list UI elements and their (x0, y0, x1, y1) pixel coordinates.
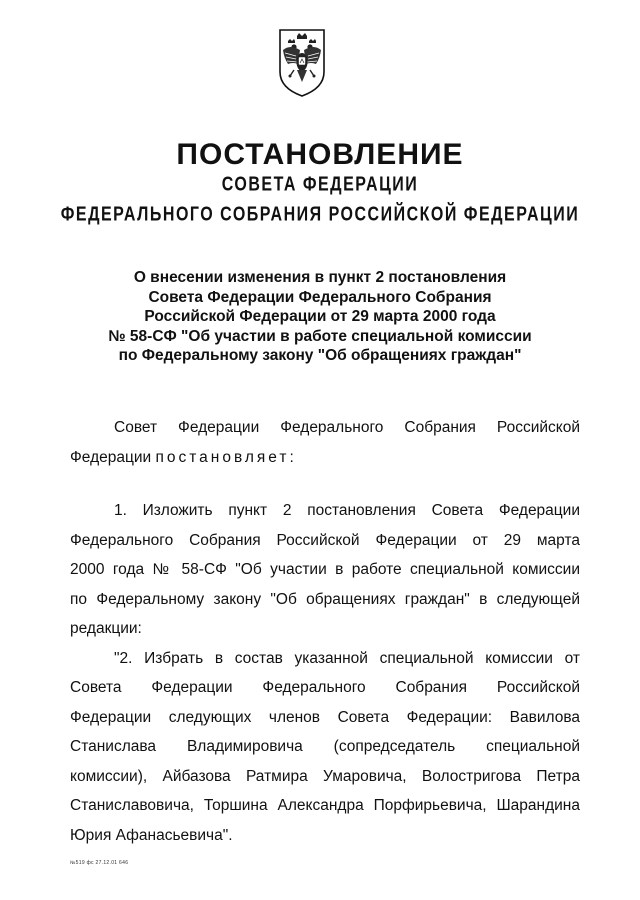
heading-line: Российской Федерации от 29 марта 2000 года (144, 308, 496, 325)
issuer-line-1: СОВЕТА ФЕДЕРАЦИИ (221, 174, 419, 196)
document-heading (0, 268, 640, 366)
preamble-subject: Федерации (70, 448, 152, 466)
heading-line: О внесении изменения в пункт 2 постановления (133, 269, 507, 286)
item2-line: "2. Избрать в состав указанной специальной комиссии от (114, 649, 580, 667)
heading-line: по Федеральному закону "Об обращениях граждан" (118, 347, 522, 364)
russian-coat-of-arms-icon (278, 28, 326, 98)
item2-line: Совета Федерации Федерального Собрания Российской (70, 679, 580, 696)
heading-line: Совета Федерации Федерального Собрания (148, 288, 492, 306)
item2-line: Юрия Афанасьевича". (70, 826, 233, 844)
document-body (70, 413, 580, 850)
item1-line: редакции: (70, 620, 142, 637)
heading-line: № 58-СФ "Об участии в работе специальной комиссии (108, 327, 532, 345)
item2-line: Станиславовича, Торшина Александра Порфирьевича, Шарандина (70, 797, 580, 814)
preamble-line: Совет Федерации Федерального Собрания Российской (114, 419, 580, 436)
item2-line: Федерации следующих членов Совета Федерации: Вавилова (70, 708, 580, 726)
item1-line: по Федеральному закону "Об обращениях граждан" в следующей (70, 590, 580, 608)
preamble-line (70, 443, 580, 473)
document-title: ПОСТАНОВЛЕНИЕ (176, 138, 464, 171)
item1-line: 2000 года № 58-СФ "Об участии в работе специальной комиссии (70, 561, 580, 578)
item2-line: комиссии), Айбазова Ратмира Умаровича, Волостригова Петра (70, 767, 580, 785)
preamble-verb: постановляет: (155, 448, 297, 466)
item2-line: Станислава Владимировича (сопредседатель специальной (70, 738, 580, 755)
document-code: №519 фс 27.12.01 646 (70, 860, 129, 866)
item1-line: 1. Изложить пункт 2 постановления Совета Федерации (114, 502, 580, 519)
item1-line: Федерального Собрания Российской Федерации от 29 марта (70, 531, 580, 549)
issuer-line-2: ФЕДЕРАЛЬНОГО СОБРАНИЯ РОССИЙСКОЙ ФЕДЕРАЦИИ (60, 204, 580, 226)
